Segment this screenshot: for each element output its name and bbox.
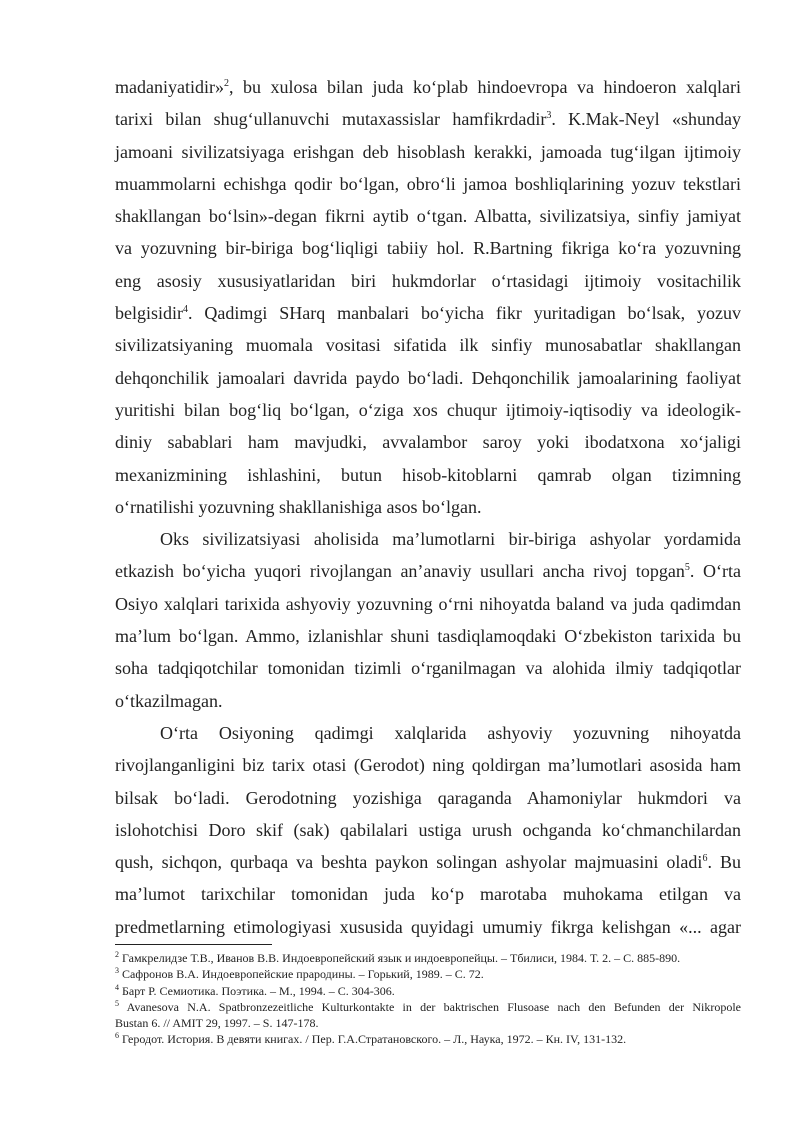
footnote-number: 6: [115, 1031, 119, 1041]
main-text: [115, 71, 741, 943]
text-line: [115, 491, 741, 523]
line-text-rest: . Bu: [707, 852, 742, 873]
footnote-number: 3: [115, 966, 119, 976]
line-text: diniy sabablari ham mavjudki, avvalambor saroy yoki ibodatxona xo‘jaligi: [115, 432, 741, 453]
line-text: muammolarni echishga qodir bo‘lgan, obro‘li jamoa boshliqlarining yozuv tekstlari: [115, 173, 741, 194]
footnote: [115, 999, 741, 1015]
footnote-ref: 6: [702, 853, 708, 865]
footnote-text: Bustan 6. // AMIT 29, 1997. – S. 147-178.: [115, 1016, 319, 1031]
footnote: [115, 983, 741, 999]
text-line: [115, 620, 741, 652]
text-line: [115, 459, 741, 491]
text-line: [115, 362, 741, 394]
footnote-number: 5: [115, 998, 119, 1008]
text-line: [115, 329, 741, 361]
text-line: [115, 232, 741, 264]
line-text: bilsak bo‘ladi. Gerodotning yozishiga qaraganda Ahamoniylar hukmdori va: [115, 787, 741, 808]
footnote-text: Барт Р. Семиотика. Поэтика. – М., 1994. – С. 304-306.: [119, 983, 395, 998]
footnote: [115, 1031, 741, 1047]
line-text: ma’lumot tarixchilar tomonidan juda ko‘p marotaba muhokama etilgan va: [115, 884, 741, 905]
footnote-number: 4: [115, 982, 119, 992]
text-line: [115, 878, 741, 910]
text-line: [115, 588, 741, 620]
line-text: madaniyatidir»: [115, 77, 224, 97]
footnote-number: 2: [115, 950, 119, 959]
text-line: [115, 652, 741, 684]
footnotes: [115, 950, 741, 1048]
line-text: rivojlanganligini biz tarix otasi (Gerodot) ning qoldirgan ma’lumotlari asosida ham: [115, 755, 741, 776]
line-text: qush, sichqon, qurbaqa va beshta paykon solingan ashyolar majmuasini oladi: [115, 852, 703, 873]
text-line: [115, 782, 741, 814]
line-text: Oks sivilizatsiyasi aholisida ma’lumotlarni bir-biriga ashyolar yordamida: [160, 529, 741, 550]
text-line: [115, 911, 741, 943]
line-text: mexanizmining ishlashini, butun hisob-kitoblarni qamrab olgan tizimning: [115, 464, 741, 485]
line-text: eng asosiy xususiyatlaridan biri hukmdorlar o‘rtasidagi ijtimoiy vositachilik: [115, 270, 741, 291]
footnote-ref: 5: [684, 562, 690, 574]
footnote: [115, 1015, 741, 1031]
text-line: [115, 71, 741, 103]
text-line: [115, 394, 741, 426]
text-line: [115, 555, 741, 587]
line-text: dehqonchilik jamoalari davrida paydo bo‘ladi. Dehqonchilik jamoalarining faoliyat: [115, 367, 741, 388]
footnote-text: Геродот. История. В девяти книгах. / Пер. Г.А.Стратановского. – Л., Наука, 1972. – Кн. IV, 131-132.: [119, 1032, 627, 1047]
line-text: ma’lum bo‘lgan. Ammo, izlanishlar shuni tasdiqlamoqdaki O‘zbekiston tarixida bu: [115, 626, 741, 647]
line-text: belgisidir: [115, 303, 183, 324]
footnote: [115, 966, 741, 982]
text-line: [115, 103, 741, 135]
line-text: soha tadqiqotchilar tomonidan tizimli o‘rganilmagan va alohida ilmiy tadqiqotlar: [115, 658, 741, 679]
line-text: etkazish bo‘yicha yuqori rivojlangan an’anaviy usullari ancha rivoj topgan: [115, 561, 685, 582]
line-text: o‘tkazilmagan.: [115, 690, 223, 711]
line-text: islohotchisi Doro skif (sak) qabilalari ustiga urush ochganda ko‘chmanchilardan: [115, 819, 741, 840]
line-text: Osiyo xalqlari tarixida ashyoviy yozuvning o‘rni nihoyatda baland va juda qadimdan: [115, 593, 741, 614]
text-line: [115, 426, 741, 458]
text-line: [115, 168, 741, 200]
footnote: [115, 950, 741, 966]
text-line: [115, 297, 741, 329]
text-line: [115, 265, 741, 297]
line-text: yuritishi bilan bog‘liq bo‘lgan, o‘ziga xos chuqur ijtimoiy-iqtisodiy va ideologik-: [115, 399, 741, 420]
line-text: O‘rta Osiyoning qadimgi xalqlarida ashyoviy yozuvning nihoyatda: [160, 722, 741, 743]
text-line: [115, 814, 741, 846]
footnote-ref: 3: [546, 110, 552, 122]
footnote-text: Сафронов В.А. Индоевропейские прародины. – Горький, 1989. – С. 72.: [119, 967, 484, 982]
line-text-rest: . Qadimgi SHarq manbalari bo‘yicha fikr yuritadigan bo‘lsak, yozuv: [188, 303, 741, 324]
footnote-text: Avanesova N.A. Spatbronzezeitliche Kulturkontakte in der baktrischen Flusoase nach den Befunden der Nikropole: [119, 999, 741, 1014]
footnote-ref: 4: [183, 304, 188, 316]
text-line: [115, 749, 741, 781]
text-line: [115, 846, 741, 878]
line-text: o‘rnatilishi yozuvning shakllanishiga asos bo‘lgan.: [115, 496, 482, 517]
footnote-ref: 2: [223, 78, 229, 89]
line-text: predmetlarning etimologiyasi xususida quyidagi umumiy fikrga kelishgan «... agar: [115, 916, 741, 937]
line-text: tarixi bilan shug‘ullanuvchi mutaxassislar hamfikrdadir: [115, 109, 547, 130]
text-line: [115, 523, 741, 555]
line-text-rest: . K.Mak-Neyl «shunday: [551, 109, 741, 130]
line-text-rest: . O‘rta: [689, 561, 742, 582]
text-line: [115, 136, 741, 168]
footnote-text: Гамкрелидзе Т.В., Иванов В.В. Индоевропейский язык и индоевропейцы. – Тбилиси, 1984. Т. 2. – С. 885-890.: [119, 951, 681, 965]
line-text: shakllangan bo‘lsin»-degan fikrni aytib o‘tgan. Albatta, sivilizatsiya, sinfiy jamiyat: [115, 206, 741, 227]
line-text: sivilizatsiyaning muomala vositasi sifatida ilk sinfiy munosabatlar shakllangan: [115, 335, 741, 356]
line-text: va yozuvning bir-biriga bog‘liqligi tabiiy hol. R.Bartning fikriga ko‘ra yozuvning: [115, 238, 741, 259]
line-text-rest: , bu xulosa bilan juda ko‘plab hindoevropa va hindoeron xalqlari: [228, 77, 741, 97]
text-line: [115, 717, 741, 749]
line-text: jamoani sivilizatsiyaga erishgan deb hisoblash kerakki, jamoada tug‘ilgan ijtimoiy: [115, 141, 741, 162]
footnote-separator: [115, 944, 272, 945]
text-line: [115, 200, 741, 232]
text-line: [115, 685, 741, 717]
